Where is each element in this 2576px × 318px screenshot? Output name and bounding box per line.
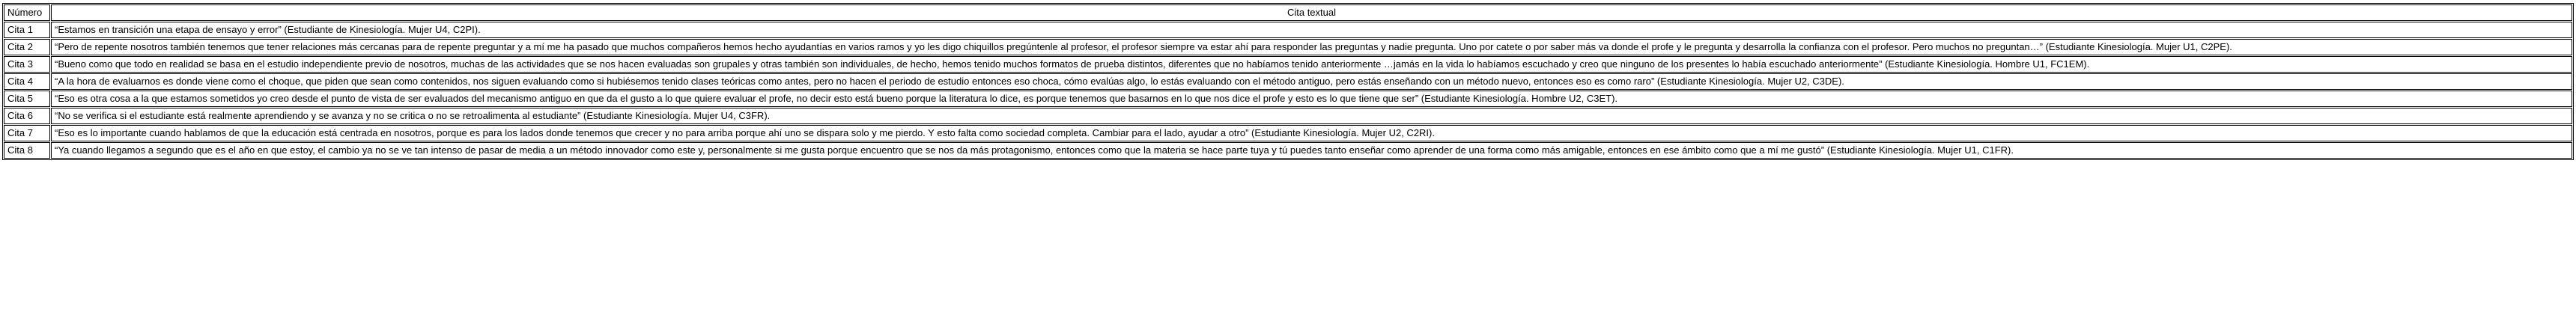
table-row <box>4 39 2572 55</box>
row-id: Cita 5 <box>4 91 50 107</box>
row-quote: “Estamos en transición una etapa de ensayo y error” (Estudiante de Kinesiología. Mujer U4, C2PI). <box>51 22 2572 38</box>
row-id: Cita 4 <box>4 73 50 90</box>
table-row <box>4 108 2572 124</box>
table-body <box>4 22 2572 159</box>
row-quote: “A la hora de evaluarnos es donde viene como el choque, que piden que sean como contenidos, nos siguen evaluando como si hubiésemos tenido clases teóricas como antes, pero no hacen el periodo de estudio entonces eso choca, cómo evalúas algo, lo estás evaluando con el método antiguo, pero estás enseñando con un método nuevo, entonces eso es como raro” (Estudiante Kinesiología. Mujer U2, C3DE). <box>51 73 2572 90</box>
table-row <box>4 56 2572 73</box>
row-id: Cita 2 <box>4 39 50 55</box>
table-row <box>4 73 2572 90</box>
row-quote: “Pero de repente nosotros también tenemos que tener relaciones más cercanas para de repente preguntar y a mí me ha pasado que muchos compañeros hemos hecho ayudantías en varios ramos y yo les digo chiquillos pregúntenle al profesor, el profesor siempre va estar ahí para responder las preguntas y nadie pregunta. Uno por catete o por saber más va donde el profe y le pregunta y desarrolla la confianza con el profesor. Pero muchos no preguntan…” (Estudiante Kinesiología. Mujer U1, C2PE). <box>51 39 2572 55</box>
header-row <box>4 4 2572 21</box>
row-quote: “Eso es otra cosa a la que estamos sometidos yo creo desde el punto de vista de ser evaluados del mecanismo antiguo en que da el gusto a lo que quiere evaluar el profe, no decir esto está bueno porque la literatura lo dice, es porque tenemos que basarnos en lo que nos dice el profe y esto es lo que tiene que ser” (Estudiante Kinesiología. Hombre U2, C3ET). <box>51 91 2572 107</box>
row-quote: “No se verifica si el estudiante está realmente aprendiendo y se avanza y no se critica o no se retroalimenta al estudiante” (Estudiante Kinesiología. Mujer U4, C3FR). <box>51 108 2572 124</box>
row-quote: “Eso es lo importante cuando hablamos de que la educación está centrada en nosotros, porque es para los lados donde tenemos que crecer y no para arriba porque ahí uno se dispara solo y me pierdo. Y esto falta como sociedad completa. Cambiar para el lado, ayudar a otro” (Estudiante Kinesiología. Mujer U2, C2RI). <box>51 125 2572 141</box>
table-row <box>4 142 2572 159</box>
table-row <box>4 22 2572 38</box>
header-text: Cita textual <box>51 4 2572 21</box>
row-quote: “Bueno como que todo en realidad se basa en el estudio independiente previo de nosotros, muchas de las actividades que se nos hacen evaluadas son grupales y otras también son individuales, de hecho, hemos tenido muchos formatos de prueba distintos, diferentes que no habíamos tenido anteriormente …jamás en la vida lo habíamos escuchado y creo que ninguno de los presentes lo había escuchado anteriormente” (Estudiante Kinesiología. Hombre U1, FC1EM). <box>51 56 2572 73</box>
row-id: Cita 7 <box>4 125 50 141</box>
row-quote: “Ya cuando llegamos a segundo que es el año en que estoy, el cambio ya no se ve tan intenso de pasar de media a un método innovador como este y, personalmente si me gusta porque encuentro que se nos da más protagonismo, entonces como que la materia se hace parte tuya y tú puedes tanto enseñar como aprender de una forma como más amigable, entonces en ese ámbito como que a mí me gustó” (Estudiante Kinesiología. Mujer U1, C1FR). <box>51 142 2572 159</box>
table-row <box>4 91 2572 107</box>
row-id: Cita 6 <box>4 108 50 124</box>
row-id: Cita 8 <box>4 142 50 159</box>
header-number: Número <box>4 4 50 21</box>
row-id: Cita 1 <box>4 22 50 38</box>
table-row <box>4 125 2572 141</box>
table-header <box>4 4 2572 21</box>
quotes-table <box>2 3 2574 160</box>
row-id: Cita 3 <box>4 56 50 73</box>
